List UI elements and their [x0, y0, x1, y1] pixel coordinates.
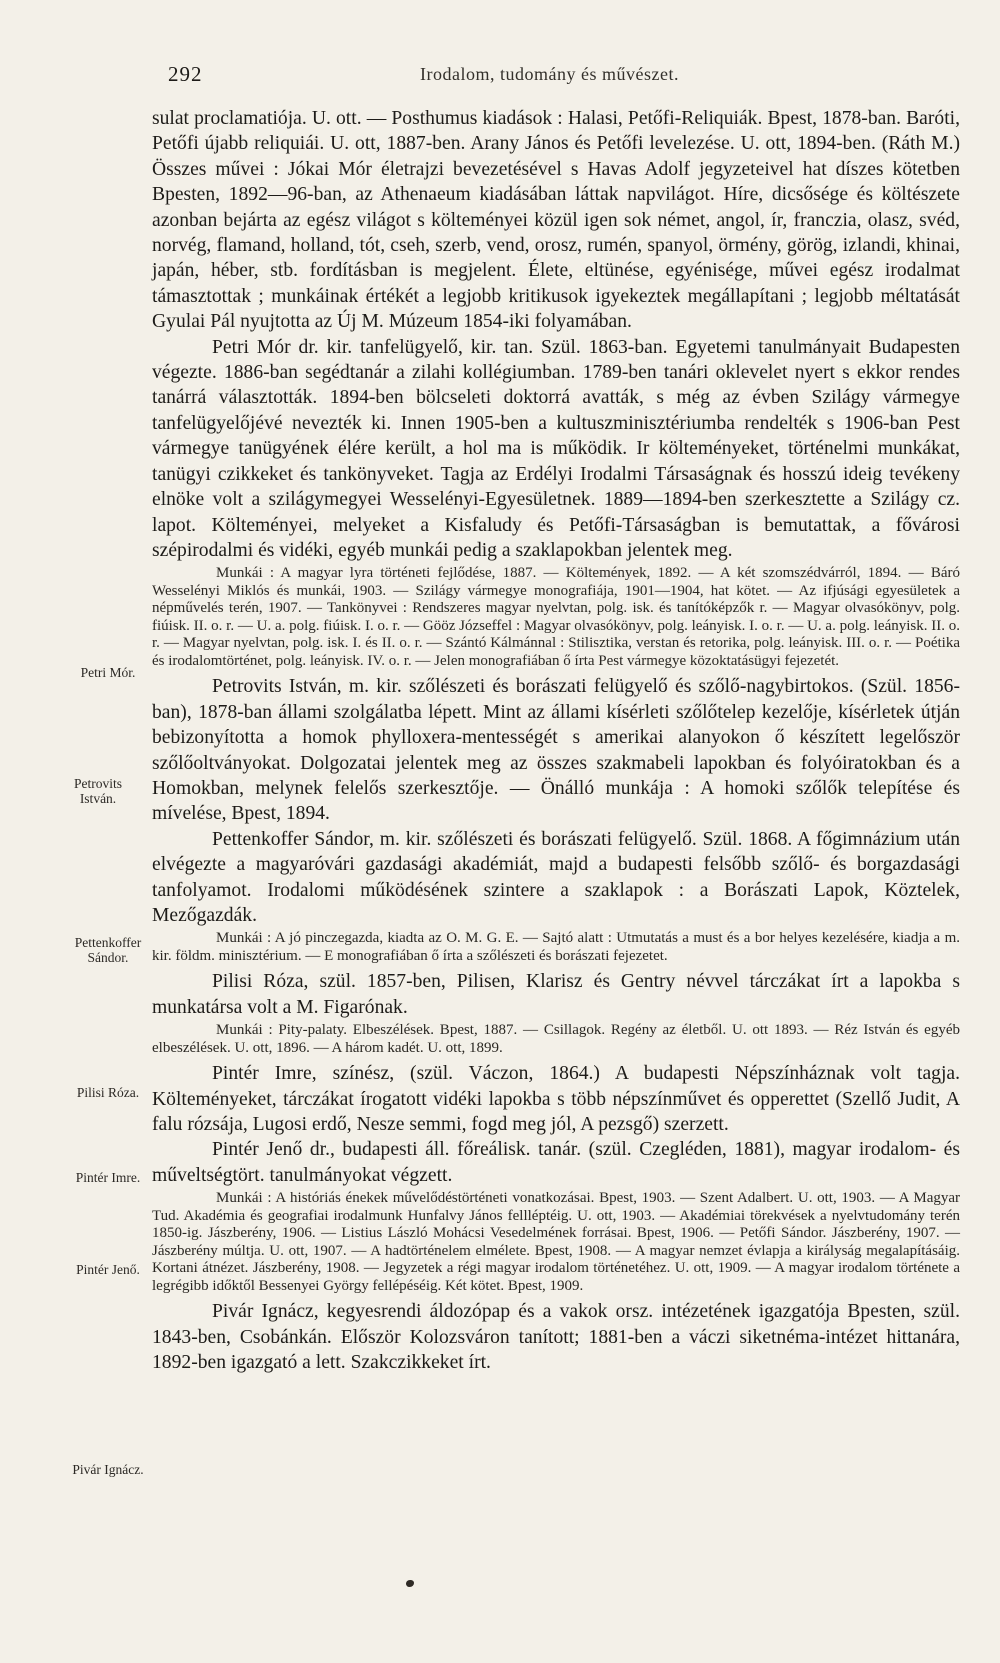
page-number: 292 — [168, 62, 203, 86]
paragraph-petofi-end: sulat proclamatiója. U. ott. — Posthumus kiadások : Halasi, Petőfi-Reliquiák. Bpest, 1878-ban. Baróti, Petőfi újabb reliquiái. U. ott, 1887-ben. Arany János és Petőfi levelezése. U. ott, 1894-ben. (Ráth M.) Összes művei : Jókai Mór életrajzi bevezetésével s Havas Adolf jegyzeteivel hat díszes kötetben Bpesten, 1892—96-ban, az Athenaeum kiadásában láttak napvilágot. Híre, dicsősége és költészete azonban bejárta az egész világot s költeményei közül igen sok német, angol, ír, franczia, olasz, svéd, norvég, flamand, holland, tót, cseh, szerb, vend, orosz, rumén, spanyol, örmény, görög, izlandi, khinai, japán, héber, stb. fordításban is megjelent. Élete, eltünése, egyénisége, művei egész irodalmat támasztottak ; munkáinak értékét a legjobb kritikusok igyekeztek megállapítani ; legjobb méltatását Gyulai Pál nyujtotta az Új M. Múzeum 1854-iki folyamában. — [152, 108, 960, 333]
margin-note-pilisi: Pilisi Róza. — [76, 1085, 140, 1100]
margin-note-petri: Petri Mór. — [80, 665, 136, 680]
paragraph-pilisi: Pilisi Róza, szül. 1857-ben, Pilisen, Klarisz és Gentry névvel tárczákat írt a lapokba s munkatársa volt a M. Figarónak. — [152, 971, 960, 1018]
running-title: Irodalom, tudomány és művészet. — [420, 64, 679, 84]
body-text — [152, 106, 960, 1375]
paragraph-pettenkoffer: Pettenkoffer Sándor, m. kir. szőlészeti és borászati felügyelő. Szül. 1868. A főgimnázium után elvégezte a magyaróvári gazdasági akadémiát, majd a budapesti felsőbb szőlő- és borgazdasági tanfolyamot. Irodalomi működésének szintere a szaklapok : a Borászati Lapok, Köztelek, Mezőgazdák. — [152, 828, 960, 926]
ink-smudge — [406, 1580, 414, 1587]
margin-notes — [0, 0, 150, 1663]
works-pilisi: Munkái : Pity-palaty. Elbeszélések. Bpest, 1887. — Csillagok. Regény az életből. U. ott 1893. — Réz István és egyéb elbeszélések. U. ott, 1896. — A három kadét. U. ott, 1899. — [152, 1022, 960, 1056]
paragraph-pinter-imre: Pintér Imre, színész, (szül. Váczon, 1864.) A budapesti Népszínháznak volt tagja. Költeményeket, tárczákat írogatott vidéki lapokba s több népszínművet és opperettet (Szellő Judit, A falu rózsája, Lugosi erdő, Nesze semmi, fogd meg jól, A pezsgő) szerzett. — [152, 1063, 960, 1135]
works-pinter-jeno: Munkái : A históriás énekek művelődéstörténeti vonatkozásai. Bpest, 1903. — Szent Adalbert. U. ott, 1903. — A Magyar Tud. Akadémia és geografiai irodalmunk Hunfalvy János fellléptéig. U. ott, 1903. — Akadémiai törekvések a nyelvtudomány terén 1850-ig. Jászberény, 1906. — Listius László Mohácsi Vesedelmének forrásai. Bpest, 1906. — Petőfi Sándor. Jászberény, 1907. — Jászberény múltja. U. ott, 1907. — A hadtörténelem elmélete. Bpest, 1908. — A magyar nemzet évlapja a királyság megalapításáig. Kortani átnézet. Jászberény, 1908. — Jegyzetek a régi magyar irodalom történetéhez. U. ott, 1909. — A magyar irodalom története a legrégibb időktől Bessenyei György fellépéséig. Két kötet. Bpest, 1909. — [152, 1190, 960, 1294]
paragraph-petri: Petri Mór dr. kir. tanfelügyelő, kir. tan. Szül. 1863-ban. Egyetemi tanulmányait Budapesten végezte. 1886-ban segédtanár a zilahi kollégiumban. 1789-ben tanári oklevelet nyert s ekkor rendes tanárrá választották. 1894-ben bölcseleti doktorrá avatták, s még az évben Szilágy vármegye tanfelügyelőjévé nevezték ki. Innen 1905-ben a kultuszminisztériumba rendelték s 1906-ban Pest vármegye tanügyének élére került, a hol ma is működik. Ir költeményeket, történelmi munkákat, tanügyi czikkeket és tankönyveket. Tagja az Erdélyi Irodalmi Társaságnak és hosszú ideig tevékeny elnöke volt a szilágymegyei Wesselényi-Egyesületnek. 1889—1894-ben szerkesztette a Szilágy cz. lapot. Költeményei, melyeket a Kisfaludy és Petőfi-Társaságban is bemutattak, a fővárosi szépirodalmi és vidéki, egyéb munkái pedig a szaklapokban jelentek meg. — [152, 336, 960, 561]
margin-note-pivar: Pivár Ignácz. — [72, 1462, 144, 1477]
margin-note-pinter-imre: Pintér Imre. — [75, 1170, 141, 1185]
works-petri: Munkái : A magyar lyra történeti fejlődése, 1887. — Költemények, 1892. — A két szomszédvárról, 1894. — Báró Wesselényi Miklós és munkái, 1903. — Szilágy vármegye monografiája, 1901—1904, hat kötet. — Az ifjúsági egyesületek a népművelés terén, 1907. — Tankönyvei : Rendszeres magyar nyelvtan, polg. isk. és tanítóképzők r. — Magyar olvasókönyv, polg. fiúisk. II. o. r. — U. a. polg. fiúisk. I. o. r. — Gööz Józseffel : Magyar olvasókönyv, polg. leányisk. I. o. r. — U. a. polg. leányisk. II. o. r. — Magyar nyelvtan, polg. isk. I. és II. o. r. — Szántó Kálmánnal : Stilisztika, verstan és retorika, polg. leányisk. III. o. r. — Poétika és irodalomtörténet, polg. leányisk. IV. o. r. — Jelen monografiában ő írta Pest vármegye közoktatásügyi fejezetét. — [152, 565, 960, 669]
paragraph-petrovits: Petrovits István, m. kir. szőlészeti és borászati felügyelő és szőlő-nagybirtokos. (Szül. 1856-ban), 1878-ban állami szolgálatba lépett. Mint az állami kísérleti szőlőtelep kezelője, kísérletek útján bebizonyította a homok phylloxera-mentességét s amerikai alanyokon ő készített legelőször szőlőoltványokat. Dolgozatai jelentek meg az összes szakmabeli lapokban és folyóiratokban és a Homokban, melynek felelős szerkesztője. — Önálló munkája : A homoki szőlők telepítése és mívelése, Bpest, 1894. — [152, 676, 960, 825]
page-header — [0, 62, 1000, 92]
margin-note-pettenkoffer: Pettenkoffer Sándor. — [74, 935, 142, 965]
margin-note-petrovits: Petrovits István. — [73, 776, 122, 806]
margin-note-pinter-jeno: Pintér Jenő. — [76, 1262, 140, 1277]
works-pettenkoffer: Munkái : A jó pinczegazda, kiadta az O. M. G. E. — Sajtó alatt : Utmutatás a must és a bor helyes kezelésére, kiadja a m. kir. földm. minisztérium. — E monografiában ő írta a szőlészeti és borászati fejezetet. — [152, 930, 960, 964]
paragraph-pinter-jeno: Pintér Jenő dr., budapesti áll. főreálisk. tanár. (szül. Czegléden, 1881), magyar irodalom- és műveltségtört. tanulmányokat végzett. — [152, 1139, 960, 1186]
paragraph-pivar: Pivár Ignácz, kegyesrendi áldozópap és a vakok orsz. intézetének igazgatója Bpesten, szül. 1843-ben, Csobánkán. Először Kolozsváron tanított; 1881-ben a váczi siketnéma-intézet hittanára, 1892-ben igazgató a lett. Szakczikkeket írt. — [152, 1301, 960, 1374]
